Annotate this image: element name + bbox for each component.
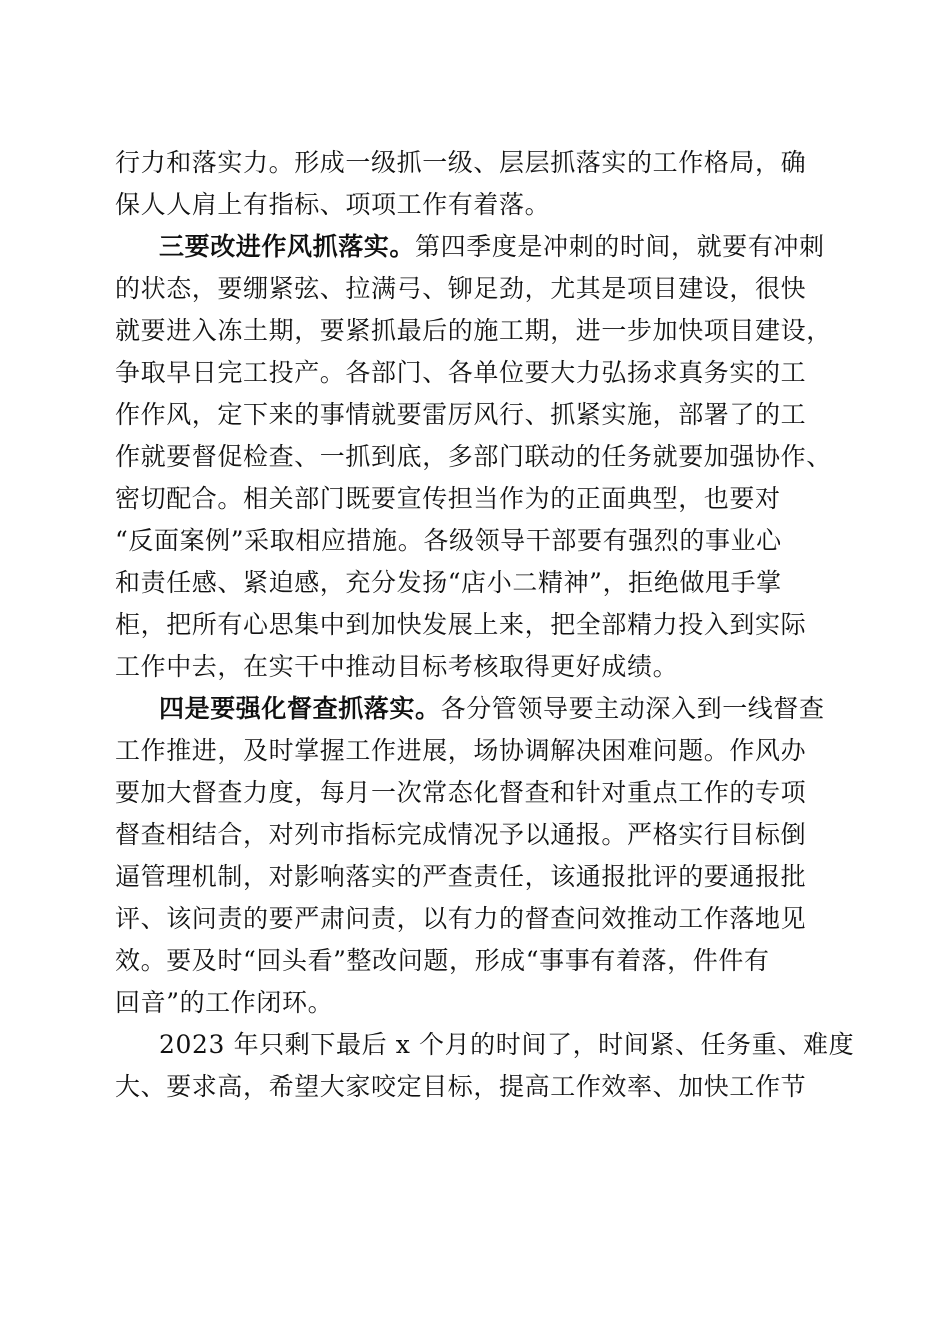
paragraph-heading: 三要改进作风抓落实。 xyxy=(159,232,416,261)
text-line-first xyxy=(115,226,840,268)
paragraph-1 xyxy=(115,142,840,226)
text-line: 就要进入冻土期，要紧抓最后的施工期，进一步加快项目建设， xyxy=(115,316,832,345)
paragraph-heading: 四是要强化督查抓落实。 xyxy=(159,694,441,723)
text-line: 争取早日完工投产。各部门、各单位要大力弘扬求真务实的工 xyxy=(115,358,807,387)
text-line: 大、要求高，希望大家咬定目标，提高工作效率、加快工作节 xyxy=(115,1072,807,1101)
paragraph-2 xyxy=(115,226,840,688)
document-body xyxy=(115,142,855,1108)
text-line: 评、该问责的要严肃问责，以有力的督查问效推动工作落地见 xyxy=(115,904,807,933)
paragraph-4 xyxy=(115,1024,855,1108)
text-line-first xyxy=(115,688,840,730)
text-line: 作就要督促检查、一抓到底，多部门联动的任务就要加强协作、 xyxy=(115,442,832,471)
text-line: 柜，把所有心思集中到加快发展上来，把全部精力投入到实际 xyxy=(115,610,807,639)
text-line: 逼管理机制，对影响落实的严查责任，该通报批评的要通报批 xyxy=(115,862,807,891)
text-line-rest: 各分管领导要主动深入到一线督查 xyxy=(440,694,825,723)
text-line: 保人人肩上有指标、项项工作有着落。 xyxy=(115,190,551,219)
text-line: 要加大督查力度，每月一次常态化督查和针对重点工作的专项 xyxy=(115,778,807,807)
text-line: “反面案例”采取相应措施。各级领导干部要有强烈的事业心 xyxy=(115,526,782,555)
text-line: 工作推进，及时掌握工作进展，场协调解决困难问题。作风办 xyxy=(115,736,807,765)
text-line: 回音”的工作闭环。 xyxy=(115,988,334,1017)
text-line: 效。要及时“回头看”整改问题，形成“事事有着落，件件有 xyxy=(115,946,770,975)
text-line-rest: 第四季度是冲刺的时间，就要有冲刺 xyxy=(415,232,825,261)
paragraph-3 xyxy=(115,688,840,1024)
text-line: 工作中去，在实干中推动目标考核取得更好成绩。 xyxy=(115,652,679,681)
text-line: 作作风，定下来的事情就要雷厉风行、抓紧实施，部署了的工 xyxy=(115,400,807,429)
text-line-first: 2023 年只剩下最后 x 个月的时间了，时间紧、任务重、难度 xyxy=(159,1030,855,1059)
text-line: 的状态，要绷紧弦、拉满弓、铆足劲，尤其是项目建设，很快 xyxy=(115,274,807,303)
text-line: 行力和落实力。形成一级抓一级、层层抓落实的工作格局，确 xyxy=(115,148,807,177)
text-line: 督查相结合，对列市指标完成情况予以通报。严格实行目标倒 xyxy=(115,820,807,849)
text-line: 和责任感、紧迫感，充分发扬“店小二精神”，拒绝做甩手掌 xyxy=(115,568,782,597)
text-line: 密切配合。相关部门既要宣传担当作为的正面典型，也要对 xyxy=(115,484,781,513)
